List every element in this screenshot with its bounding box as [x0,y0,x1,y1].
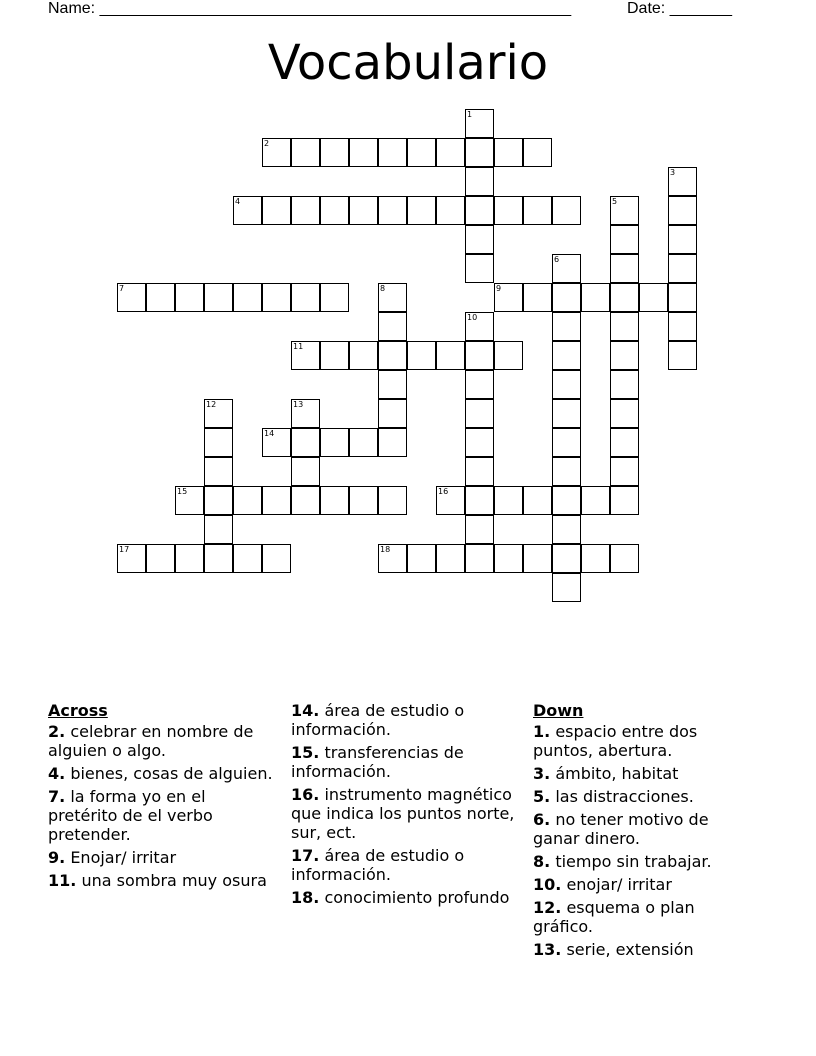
name-field-label[interactable]: Name: _____________________________________________________ [48,0,572,17]
clue-item [533,764,758,783]
crossword-cell[interactable] [465,138,494,167]
crossword-cell[interactable] [175,486,204,515]
crossword-cell[interactable] [610,370,639,399]
crossword-cell[interactable] [378,544,407,573]
clue-item-text: una sombra muy osura [81,871,267,890]
crossword-cell[interactable] [204,283,233,312]
crossword-cell[interactable] [552,254,581,283]
crossword-cell[interactable] [610,196,639,225]
clue-number: 5 [612,197,618,206]
crossword-cell[interactable] [117,544,146,573]
clue-item [533,852,758,871]
crossword-cell[interactable] [349,341,378,370]
clue-item-number: 5. [533,787,551,806]
crossword-cell[interactable] [204,486,233,515]
crossword-cell[interactable] [610,457,639,486]
clue-item-number: 9. [48,848,66,867]
crossword-cell[interactable] [465,167,494,196]
clue-item-text: Enojar/ irritar [70,848,177,867]
crossword-cell[interactable] [175,283,204,312]
crossword-cell[interactable] [581,283,610,312]
crossword-cell[interactable] [291,283,320,312]
crossword-cell[interactable] [465,109,494,138]
crossword-cell[interactable] [639,283,668,312]
crossword-cell[interactable] [465,486,494,515]
clue-item [291,743,516,781]
crossword-cell[interactable] [610,312,639,341]
clue-item-number: 17. [291,846,320,865]
crossword-cell[interactable] [465,399,494,428]
crossword-cell[interactable] [349,196,378,225]
clue-item-text: esquema o plan gráfico. [533,898,695,936]
crossword-cell[interactable] [610,254,639,283]
crossword-cell[interactable] [494,196,523,225]
clue-number: 10 [467,313,478,322]
crossword-cell[interactable] [233,486,262,515]
clue-item-number: 12. [533,898,562,917]
date-field-label[interactable]: Date: _______ [627,0,732,17]
clue-item [533,722,758,760]
crossword-cell[interactable] [494,544,523,573]
crossword-cell[interactable] [465,312,494,341]
crossword-cell[interactable] [320,428,349,457]
clue-item [533,787,758,806]
clue-number: 2 [264,139,270,148]
clue-number: 13 [293,400,304,409]
crossword-cell[interactable] [320,341,349,370]
clue-item [533,810,758,848]
crossword-cell[interactable] [378,341,407,370]
clue-item [48,848,273,867]
crossword-cell[interactable] [320,138,349,167]
crossword-cell[interactable] [262,138,291,167]
crossword-cell[interactable] [465,544,494,573]
crossword-cell[interactable] [204,515,233,544]
crossword-cell[interactable] [668,341,697,370]
crossword-cell[interactable] [552,573,581,602]
clue-item [533,898,758,936]
crossword-cell[interactable] [378,370,407,399]
crossword-cell[interactable] [146,544,175,573]
crossword-cell[interactable] [552,428,581,457]
crossword-cell[interactable] [552,399,581,428]
crossword-cell[interactable] [378,486,407,515]
crossword-cell[interactable] [291,428,320,457]
clue-item-number: 7. [48,787,66,806]
crossword-cell[interactable] [610,428,639,457]
clue-item-text: no tener motivo de ganar dinero. [533,810,709,848]
clue-item-number: 1. [533,722,551,741]
crossword-cell[interactable] [552,515,581,544]
crossword-cell[interactable] [552,457,581,486]
clue-number: 9 [496,284,502,293]
clue-item-text: ámbito, habitat [555,764,679,783]
crossword-cell[interactable] [552,341,581,370]
crossword-cell[interactable] [465,515,494,544]
clue-item [291,785,516,842]
crossword-cell[interactable] [436,196,465,225]
clue-item-text: espacio entre dos puntos, abertura. [533,722,698,760]
clue-number: 18 [380,545,391,554]
clue-item-number: 18. [291,888,320,907]
crossword-cell[interactable] [436,544,465,573]
clue-number: 16 [438,487,449,496]
clue-item-text: conocimiento profundo [324,888,510,907]
clue-item-number: 15. [291,743,320,762]
crossword-cell[interactable] [291,138,320,167]
clue-item-text: tiempo sin trabajar. [555,852,712,871]
crossword-cell[interactable] [552,544,581,573]
clue-item-number: 2. [48,722,66,741]
clue-item-text: enojar/ irritar [566,875,672,894]
clue-number: 12 [206,400,217,409]
clue-item-text: área de estudio o información. [291,701,465,739]
crossword-cell[interactable] [291,341,320,370]
clue-item-number: 4. [48,764,66,783]
crossword-cell[interactable] [349,428,378,457]
crossword-cell[interactable] [436,341,465,370]
crossword-cell[interactable] [610,544,639,573]
crossword-cell[interactable] [552,312,581,341]
clue-item-number: 16. [291,785,320,804]
crossword-cell[interactable] [523,138,552,167]
crossword-cell[interactable] [494,486,523,515]
clue-item-text: serie, extensión [566,940,694,959]
clue-item-number: 3. [533,764,551,783]
clue-item [533,940,758,959]
clue-item [48,764,273,783]
crossword-cell[interactable] [204,457,233,486]
clues-column-2 [291,701,516,911]
crossword-cell[interactable] [117,283,146,312]
crossword-cell[interactable] [349,486,378,515]
crossword-cell[interactable] [465,254,494,283]
crossword-cell[interactable] [668,254,697,283]
clue-number: 7 [119,284,125,293]
crossword-cell[interactable] [436,138,465,167]
crossword-cell[interactable] [552,370,581,399]
clue-item [291,888,516,907]
crossword-cell[interactable] [378,196,407,225]
clue-item-text: las distracciones. [555,787,694,806]
clue-number: 8 [380,284,386,293]
crossword-cell[interactable] [407,544,436,573]
crossword-cell[interactable] [523,283,552,312]
clue-number: 14 [264,429,275,438]
clue-item-number: 13. [533,940,562,959]
clue-item-text: área de estudio o información. [291,846,465,884]
crossword-cell[interactable] [233,283,262,312]
clue-item-text: bienes, cosas de alguien. [70,764,273,783]
crossword-cell[interactable] [378,428,407,457]
clue-item-number: 6. [533,810,551,829]
crossword-cell[interactable] [378,399,407,428]
clue-item-text: instrumento magnético que indica los puntos norte, sur, ect. [291,785,515,842]
crossword-cell[interactable] [291,399,320,428]
clue-item-number: 10. [533,875,562,894]
crossword-cell[interactable] [407,138,436,167]
clue-number: 15 [177,487,188,496]
clue-number: 1 [467,110,473,119]
crossword-cell[interactable] [204,544,233,573]
crossword-cell[interactable] [610,225,639,254]
clue-number: 3 [670,168,676,177]
clue-item-number: 8. [533,852,551,871]
clue-item-text: transferencias de información. [291,743,464,781]
across-heading: Across [48,701,108,720]
clues-column-3 [533,701,758,963]
clue-item-number: 11. [48,871,77,890]
crossword-cell[interactable] [378,312,407,341]
crossword-cell[interactable] [465,225,494,254]
crossword-cell[interactable] [320,283,349,312]
crossword-cell[interactable] [552,486,581,515]
crossword-cell[interactable] [262,428,291,457]
clue-item [48,787,273,844]
crossword-cell[interactable] [668,312,697,341]
crossword-cell[interactable] [610,341,639,370]
crossword-cell[interactable] [320,196,349,225]
down-heading: Down [533,701,584,720]
crossword-cell[interactable] [465,370,494,399]
crossword-cell[interactable] [581,486,610,515]
crossword-cell[interactable] [175,544,204,573]
crossword-cell[interactable] [146,283,175,312]
crossword-cell[interactable] [668,225,697,254]
crossword-cell[interactable] [378,283,407,312]
crossword-cell[interactable] [436,486,465,515]
crossword-cell[interactable] [494,283,523,312]
crossword-cell[interactable] [407,196,436,225]
crossword-cell[interactable] [262,486,291,515]
crossword-cell[interactable] [291,457,320,486]
clue-item [291,701,516,739]
crossword-cell[interactable] [233,544,262,573]
clue-number: 17 [119,545,130,554]
clue-number: 6 [554,255,560,264]
crossword-cell[interactable] [262,196,291,225]
crossword-cell[interactable] [668,167,697,196]
crossword-cell[interactable] [465,341,494,370]
crossword-cell[interactable] [291,196,320,225]
crossword-cell[interactable] [204,428,233,457]
clues-column-1 [48,701,273,894]
clue-item [48,722,273,760]
crossword-cell[interactable] [465,196,494,225]
clue-item [533,875,758,894]
crossword-cell[interactable] [552,196,581,225]
clue-item [48,871,273,890]
crossword-cell[interactable] [494,341,523,370]
crossword-cell[interactable] [349,138,378,167]
crossword-cell[interactable] [552,283,581,312]
crossword-cell[interactable] [233,196,262,225]
crossword-cell[interactable] [523,486,552,515]
clue-item-text: celebrar en nombre de alguien o algo. [48,722,254,760]
clue-item-number: 14. [291,701,320,720]
crossword-cell[interactable] [668,283,697,312]
crossword-cell[interactable] [610,486,639,515]
crossword-cell[interactable] [262,283,291,312]
crossword-cell[interactable] [494,138,523,167]
crossword-cell[interactable] [465,428,494,457]
crossword-cell[interactable] [610,399,639,428]
page-title: Vocabulario [267,35,549,91]
crossword-cell[interactable] [610,283,639,312]
clue-item-text: la forma yo en el pretérito de el verbo pretender. [48,787,213,844]
crossword-cell[interactable] [523,196,552,225]
crossword-cell[interactable] [291,486,320,515]
clue-number: 4 [235,197,241,206]
crossword-cell[interactable] [378,138,407,167]
crossword-cell[interactable] [262,544,291,573]
crossword-cell[interactable] [204,399,233,428]
crossword-cell[interactable] [407,341,436,370]
crossword-cell[interactable] [320,486,349,515]
clue-item [291,846,516,884]
crossword-cell[interactable] [668,196,697,225]
crossword-cell[interactable] [523,544,552,573]
crossword-cell[interactable] [581,544,610,573]
crossword-cell[interactable] [465,457,494,486]
clue-number: 11 [293,342,304,351]
